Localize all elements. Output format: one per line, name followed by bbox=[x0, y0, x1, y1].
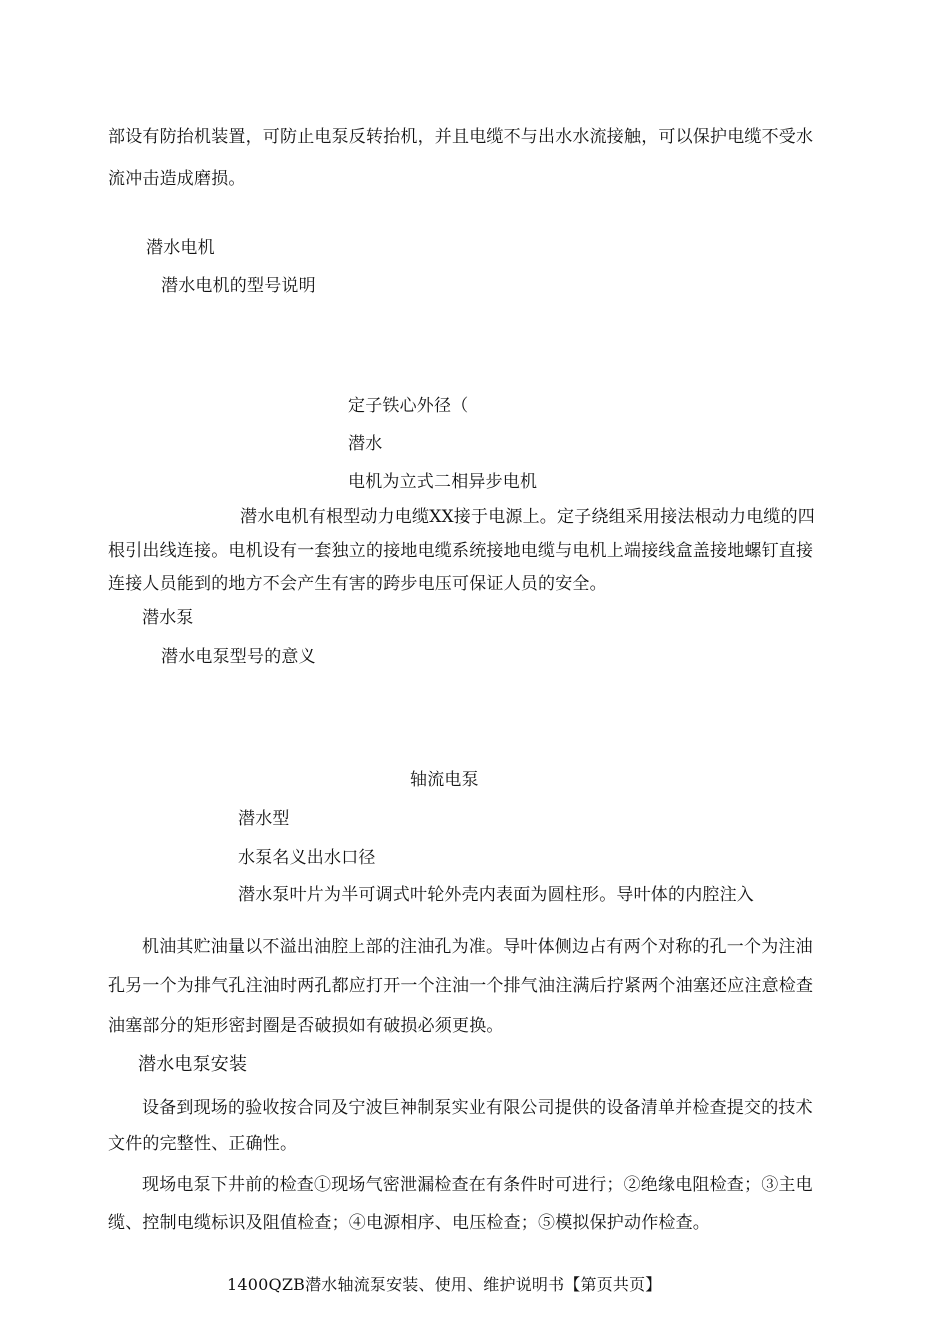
section-heading-pump: 潜水泵 bbox=[142, 608, 194, 628]
para3-line3: 油塞部分的矩形密封圈是否破损如有破损必须更换。 bbox=[108, 1016, 504, 1036]
pump-label-submersible-type: 潜水型 bbox=[238, 809, 290, 829]
para3-line1: 机油其贮油量以不溢出油腔上部的注油孔为准。导叶体侧边占有两个对称的孔一个为注油 bbox=[142, 937, 813, 957]
section-heading-install: 潜水电泵安装 bbox=[138, 1054, 248, 1075]
install-p1-line1: 设备到现场的验收按合同及宁波巨神制泵实业有限公司提供的设备清单并检查提交的技术 bbox=[142, 1098, 813, 1118]
motor-label-outer-diameter: 定子铁心外径（ bbox=[348, 396, 469, 416]
para3-line2: 孔另一个为排气孔注油时两孔都应打开一个注油一个排气油注满后拧紧两个油塞还应注意检查 bbox=[108, 976, 814, 996]
para1-line2: 流冲击造成磨损。 bbox=[108, 169, 246, 189]
section-subheading-motor: 潜水电机的型号说明 bbox=[161, 276, 316, 296]
para2-line3: 连接人员能到的地方不会产生有害的跨步电压可保证人员的安全。 bbox=[108, 574, 607, 594]
install-p1-line2: 文件的完整性、正确性。 bbox=[108, 1134, 298, 1154]
para2-line1: 潜水电机有根型动力电缆XX接于电源上。定子绕组采用接法根动力电缆的四 bbox=[240, 507, 816, 527]
section-heading-motor: 潜水电机 bbox=[146, 238, 215, 258]
pump-label-outlet-diameter: 水泵名义出水口径 bbox=[238, 848, 376, 868]
page-footer: 1400QZB潜水轴流泵安装、使用、维护说明书【第页共页】 bbox=[227, 1275, 662, 1294]
install-p2-line1: 现场电泵下井前的检查①现场气密泄漏检查在有条件时可进行；②绝缘电阻检查；③主电 bbox=[142, 1175, 813, 1195]
motor-label-type: 电机为立式二相异步电机 bbox=[348, 472, 538, 492]
pump-label-blade: 潜水泵叶片为半可调式叶轮外壳内表面为圆柱形。导叶体的内腔注入 bbox=[238, 885, 754, 905]
pump-label-axial: 轴流电泵 bbox=[410, 770, 479, 790]
motor-label-submersible: 潜水 bbox=[348, 434, 383, 454]
para1-line1: 部设有防抬机装置，可防止电泵反转抬机，并且电缆不与出水水流接触，可以保护电缆不受水 bbox=[108, 127, 814, 147]
section-subheading-pump: 潜水电泵型号的意义 bbox=[161, 647, 316, 667]
install-p2-line2: 缆、控制电缆标识及阻值检查；④电源相序、电压检查；⑤模拟保护动作检查。 bbox=[108, 1213, 710, 1233]
para2-line2: 根引出线连接。电机设有一套独立的接地电缆系统接地电缆与电机上端接线盒盖接地螺钉直接 bbox=[108, 541, 814, 561]
